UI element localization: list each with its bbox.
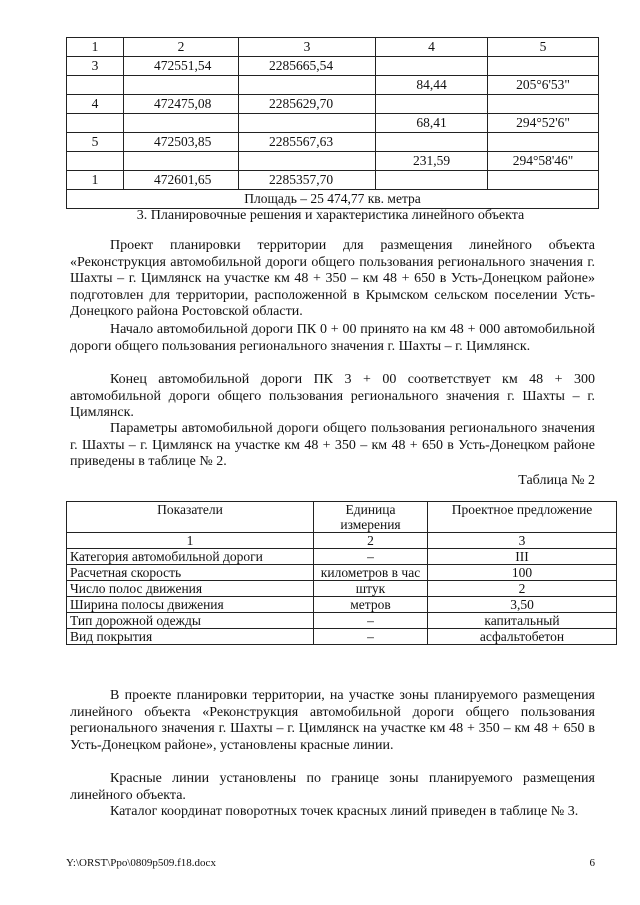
table-row (67, 613, 617, 629)
parameter-unit: – (314, 549, 428, 565)
table-row (67, 57, 599, 76)
column-number: 1 (67, 533, 314, 549)
segment-length: 84,44 (376, 76, 488, 95)
footer-file-path: Y:\ORST\Ppo\0809p509.f18.docx (66, 857, 216, 869)
parameter-name: Число полос движения (67, 581, 314, 597)
coord-y: 2285567,63 (239, 133, 376, 152)
paragraph (70, 804, 595, 821)
paragraph-text: Красные линии установлены по границе зоны планируемого размещения линейного объекта. (70, 771, 595, 803)
empty-cell (239, 114, 376, 133)
parameter-unit: метров (314, 597, 428, 613)
segment-length: 68,41 (376, 114, 488, 133)
empty-cell (376, 133, 488, 152)
parameters-table (66, 501, 617, 645)
coordinates-table (66, 37, 599, 209)
coord-y: 2285629,70 (239, 95, 376, 114)
segment-angle: 294°52'6" (488, 114, 599, 133)
coord-x: 472551,54 (124, 57, 239, 76)
empty-cell (124, 152, 239, 171)
column-number: 2 (314, 533, 428, 549)
paragraph (70, 372, 595, 422)
paragraph-text: Начало автомобильной дороги ПК 0 + 00 принято на км 48 + 000 автомобильной дороги общего пользования регионального значения г. Шахты – г. Цимлянск. (70, 322, 595, 354)
parameter-name: Тип дорожной одежды (67, 613, 314, 629)
empty-cell (67, 76, 124, 95)
table-row (67, 76, 599, 95)
table-row (67, 629, 617, 645)
coord-y: 2285357,70 (239, 171, 376, 190)
table-row (67, 549, 617, 565)
parameter-name: Вид покрытия (67, 629, 314, 645)
segment-angle: 294°58'46" (488, 152, 599, 171)
table-number-row (67, 533, 617, 549)
paragraph (70, 421, 595, 471)
empty-cell (124, 76, 239, 95)
empty-cell (239, 152, 376, 171)
paragraph (70, 771, 595, 804)
parameter-unit: километров в час (314, 565, 428, 581)
header-cell: 4 (376, 38, 488, 57)
column-number: 3 (428, 533, 617, 549)
parameter-value: III (428, 549, 617, 565)
table-label: Таблица № 2 (518, 473, 595, 488)
table-header-row (67, 502, 617, 533)
parameter-unit: – (314, 629, 428, 645)
empty-cell (376, 95, 488, 114)
parameter-unit: штук (314, 581, 428, 597)
empty-cell (239, 76, 376, 95)
header-cell: Проектное предложение (428, 502, 617, 533)
table-row (67, 597, 617, 613)
empty-cell (376, 171, 488, 190)
point-number: 1 (67, 171, 124, 190)
table-row (67, 133, 599, 152)
coord-x: 472601,65 (124, 171, 239, 190)
parameter-value: асфальтобетон (428, 629, 617, 645)
section-heading: 3. Планировочные решения и характеристика линейного объекта (136, 208, 525, 223)
table-row (67, 565, 617, 581)
segment-angle: 205°6'53" (488, 76, 599, 95)
parameter-value: 3,50 (428, 597, 617, 613)
parameter-name: Категория автомобильной дороги (67, 549, 314, 565)
parameter-name: Ширина полосы движения (67, 597, 314, 613)
table-footer-row (67, 190, 599, 209)
empty-cell (488, 95, 599, 114)
table-row (67, 581, 617, 597)
coord-x: 472503,85 (124, 133, 239, 152)
coord-y: 2285665,54 (239, 57, 376, 76)
area-total: Площадь – 25 474,77 кв. метра (67, 190, 599, 209)
segment-length: 231,59 (376, 152, 488, 171)
table-row (67, 152, 599, 171)
table-header-row (67, 38, 599, 57)
header-cell: 5 (488, 38, 599, 57)
paragraph-text: Параметры автомобильной дороги общего пользования регионального значения г. Шахты – г. Цимлянск на участке км 48 + 350 – км 48 + 650 в Усть-Донецком районе приведены в таблице № 2. (70, 421, 595, 469)
paragraph-text: Проект планировки территории для размещения линейного объекта «Реконструкция автомобильной дороги общего пользования регионального значения г. Шахты – г. Цимлянск на участке км 48 + 350 – км 48 + 650 в Усть-Донецком районе» подготовлен для территории, расположенной в Крымском сельском поселении Усть-Донецкого района Ростовской области. (70, 238, 595, 319)
empty-cell (67, 152, 124, 171)
paragraph (70, 238, 595, 321)
table-row (67, 95, 599, 114)
point-number: 5 (67, 133, 124, 152)
table-row (67, 171, 599, 190)
empty-cell (488, 57, 599, 76)
empty-cell (488, 133, 599, 152)
parameter-value: 2 (428, 581, 617, 597)
header-cell: 1 (67, 38, 124, 57)
parameter-name: Расчетная скорость (67, 565, 314, 581)
paragraph (70, 322, 595, 355)
paragraph (70, 688, 595, 754)
point-number: 3 (67, 57, 124, 76)
parameter-value: капитальный (428, 613, 617, 629)
empty-cell (488, 171, 599, 190)
coord-x: 472475,08 (124, 95, 239, 114)
header-cell: 2 (124, 38, 239, 57)
empty-cell (124, 114, 239, 133)
empty-cell (376, 57, 488, 76)
table-row (67, 114, 599, 133)
page-number: 6 (589, 857, 595, 869)
header-cell: Единица измерения (314, 502, 428, 533)
empty-cell (67, 114, 124, 133)
parameter-value: 100 (428, 565, 617, 581)
paragraph-text: Каталог координат поворотных точек красных линий приведен в таблице № 3. (110, 804, 579, 819)
paragraph-text: Конец автомобильной дороги ПК 3 + 00 соответствует км 48 + 300 автомобильной дороги общего пользования регионального значения г. Шахты – г. Цимлянск. (70, 372, 595, 420)
parameter-unit: – (314, 613, 428, 629)
point-number: 4 (67, 95, 124, 114)
header-cell: 3 (239, 38, 376, 57)
paragraph-text: В проекте планировки территории, на участке зоны планируемого размещения линейного объекта «Реконструкция автомобильной дороги общего пользования регионального значения г. Шахты – г. Цимлянск на участке км 48 + 350 – км 48 + 650 в Усть-Донецком районе», установлены красные линии. (70, 688, 595, 753)
header-cell: Показатели (67, 502, 314, 533)
